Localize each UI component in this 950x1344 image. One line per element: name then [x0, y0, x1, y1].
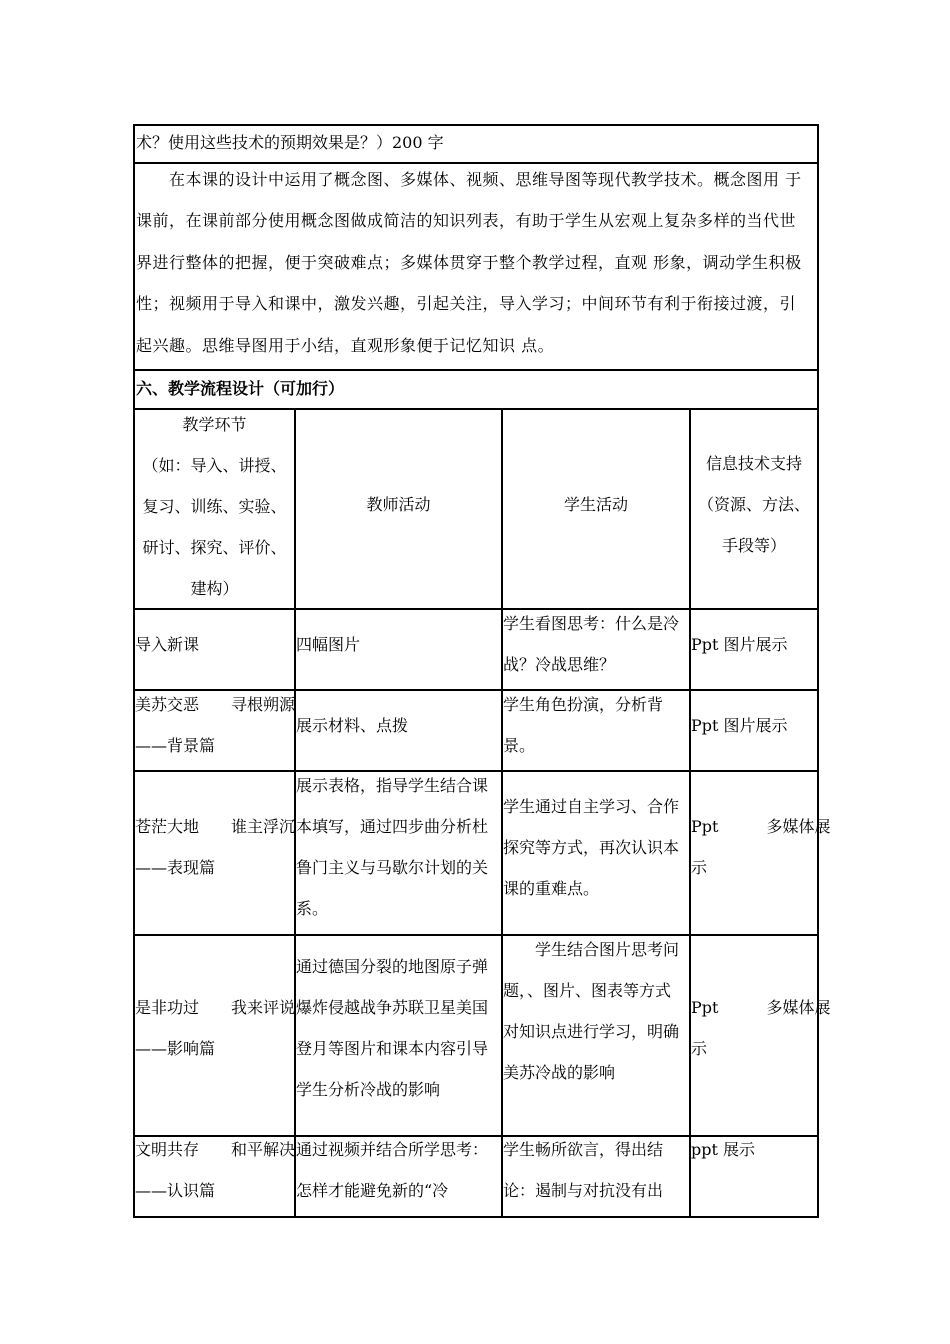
- cell-text: ppt 展示: [691, 1140, 756, 1159]
- cell-text: 题，、图片、图表等方式: [503, 981, 672, 1000]
- header-teacher: [296, 484, 501, 525]
- header-text: 手段等）: [721, 536, 786, 555]
- teacher-cell: [296, 624, 360, 665]
- student-cell: [503, 1129, 663, 1211]
- header-text: 研讨、探究、评价、: [142, 538, 287, 557]
- header-text: （资源、方法、: [697, 495, 810, 514]
- student-cell: [503, 603, 679, 685]
- student-cell: [503, 786, 679, 909]
- paragraph-line: 课前，在课前部分使用概念图做成简洁的知识列表，有助于学生从宏观上复杂多样的当代世: [136, 211, 797, 231]
- header-text: 教学环节: [182, 415, 247, 434]
- cell-text: 学生通过自主学习、合作: [503, 797, 680, 816]
- stage-cell: [135, 987, 295, 1069]
- paragraph-line: 界进行整体的把握，便于突破难点；多媒体贯穿于整个教学过程，直观 形象，调动学生积极: [136, 252, 802, 272]
- cell-text: 通过视频并结合所学思考：: [296, 1140, 489, 1159]
- cell-text: 探究等方式，再次认识本: [503, 838, 680, 857]
- stage-cell: [135, 684, 295, 766]
- stage-cell: [135, 624, 199, 665]
- cell-text: 本填写，通过四步曲分析杜: [296, 817, 489, 836]
- tech-description-paragraph: [136, 159, 816, 366]
- cell-text: 学生畅所欲言，得出结: [503, 1140, 664, 1159]
- section-title: 六、教学流程设计（可加行）: [136, 379, 345, 398]
- stage-cell: [135, 1129, 295, 1211]
- teacher-cell: [296, 705, 408, 746]
- teacher-cell: [296, 1129, 488, 1211]
- cell-text: 展示表格，指导学生结合课: [296, 776, 489, 795]
- cell-text: 示: [691, 1039, 708, 1058]
- cell-text: Ppt 多媒体展: [691, 817, 831, 836]
- paragraph-line: 起兴趣。思维导图用于小结，直观形象便于记忆知识 点。: [136, 335, 555, 355]
- cell-text: 示: [691, 858, 708, 877]
- cell-text: ——背景篇: [135, 736, 216, 755]
- cell-text: 文明共存 和平解决: [135, 1140, 296, 1159]
- paragraph-line: 性；视频用于导入和课中，激发兴趣，引起关注，导入学习；中间环节有利于衔接过渡，引: [136, 294, 797, 314]
- tech-cell: [691, 1129, 755, 1170]
- cell-text: ——影响篇: [135, 1039, 216, 1058]
- cell-text: 系。: [296, 899, 329, 918]
- cell-text: 美苏冷战的影响: [503, 1063, 616, 1082]
- header-text: 学生活动: [563, 495, 628, 514]
- question-continuation: 术？使用这些技术的预期效果是？）200 字: [136, 133, 444, 152]
- cell-text: 美苏交恶 寻根朔源: [135, 695, 296, 714]
- cell-text: Ppt 多媒体展: [691, 998, 831, 1017]
- cell-text: 论：遏制与对抗没有出: [503, 1181, 664, 1200]
- cell-text: ——表现篇: [135, 858, 216, 877]
- cell-text: 爆炸侵越战争苏联卫星美国: [296, 998, 489, 1017]
- stage-cell: [135, 806, 295, 888]
- header-student: [503, 484, 689, 525]
- cell-text: 四幅图片: [296, 635, 361, 654]
- cell-text: 导入新课: [135, 635, 200, 654]
- cell-text: 通过德国分裂的地图原子弹: [296, 957, 489, 976]
- cell-text: 学生角色扮演，分析背: [503, 695, 664, 714]
- cell-text: 学生分析冷战的影响: [296, 1080, 441, 1099]
- cell-text: 是非功过 我来评说: [135, 998, 296, 1017]
- cell-text: 苍茫大地 谁主浮沉: [135, 817, 296, 836]
- cell-text: 景。: [503, 736, 536, 755]
- cell-text: 学生结合图片思考问: [503, 940, 680, 959]
- cell-text: ——认识篇: [135, 1181, 216, 1200]
- header-tech: [691, 443, 817, 566]
- teacher-cell: [296, 765, 488, 929]
- paragraph-line: 在本课的设计中运用了概念图、多媒体、视频、思维导图等现代教学技术。概念图用 于: [136, 170, 802, 189]
- tech-cell: [691, 987, 830, 1069]
- teacher-cell: [296, 946, 488, 1110]
- cell-text: 鲁门主义与马歇尔计划的关: [296, 858, 489, 877]
- cell-text: Ppt 图片展示: [691, 716, 788, 735]
- student-cell: [503, 684, 663, 766]
- divider: [133, 934, 819, 936]
- cell-text: 展示材料、点拨: [296, 716, 409, 735]
- cell-text: 登月等图片和课本内容引导: [296, 1039, 489, 1058]
- student-cell: [503, 929, 679, 1093]
- header-text: 建构）: [190, 579, 239, 598]
- header-stage: [135, 404, 294, 609]
- tech-cell: [691, 806, 830, 888]
- cell-text: 学生看图思考：什么是冷: [503, 614, 680, 633]
- cell-text: 怎样才能避免新的“冷: [296, 1181, 449, 1200]
- tech-cell: [691, 624, 788, 665]
- cell-text: Ppt 图片展示: [691, 635, 788, 654]
- cell-text: 课的重难点。: [503, 879, 600, 898]
- header-text: 信息技术支持: [705, 454, 802, 473]
- header-text: 复习、训练、实验、: [142, 497, 287, 516]
- cell-text: 对知识点进行学习，明确: [503, 1022, 680, 1041]
- header-text: （如：导入、讲授、: [142, 456, 287, 475]
- cell-text: 战？冷战思维？: [503, 655, 616, 674]
- header-text: 教师活动: [366, 495, 431, 514]
- tech-cell: [691, 705, 788, 746]
